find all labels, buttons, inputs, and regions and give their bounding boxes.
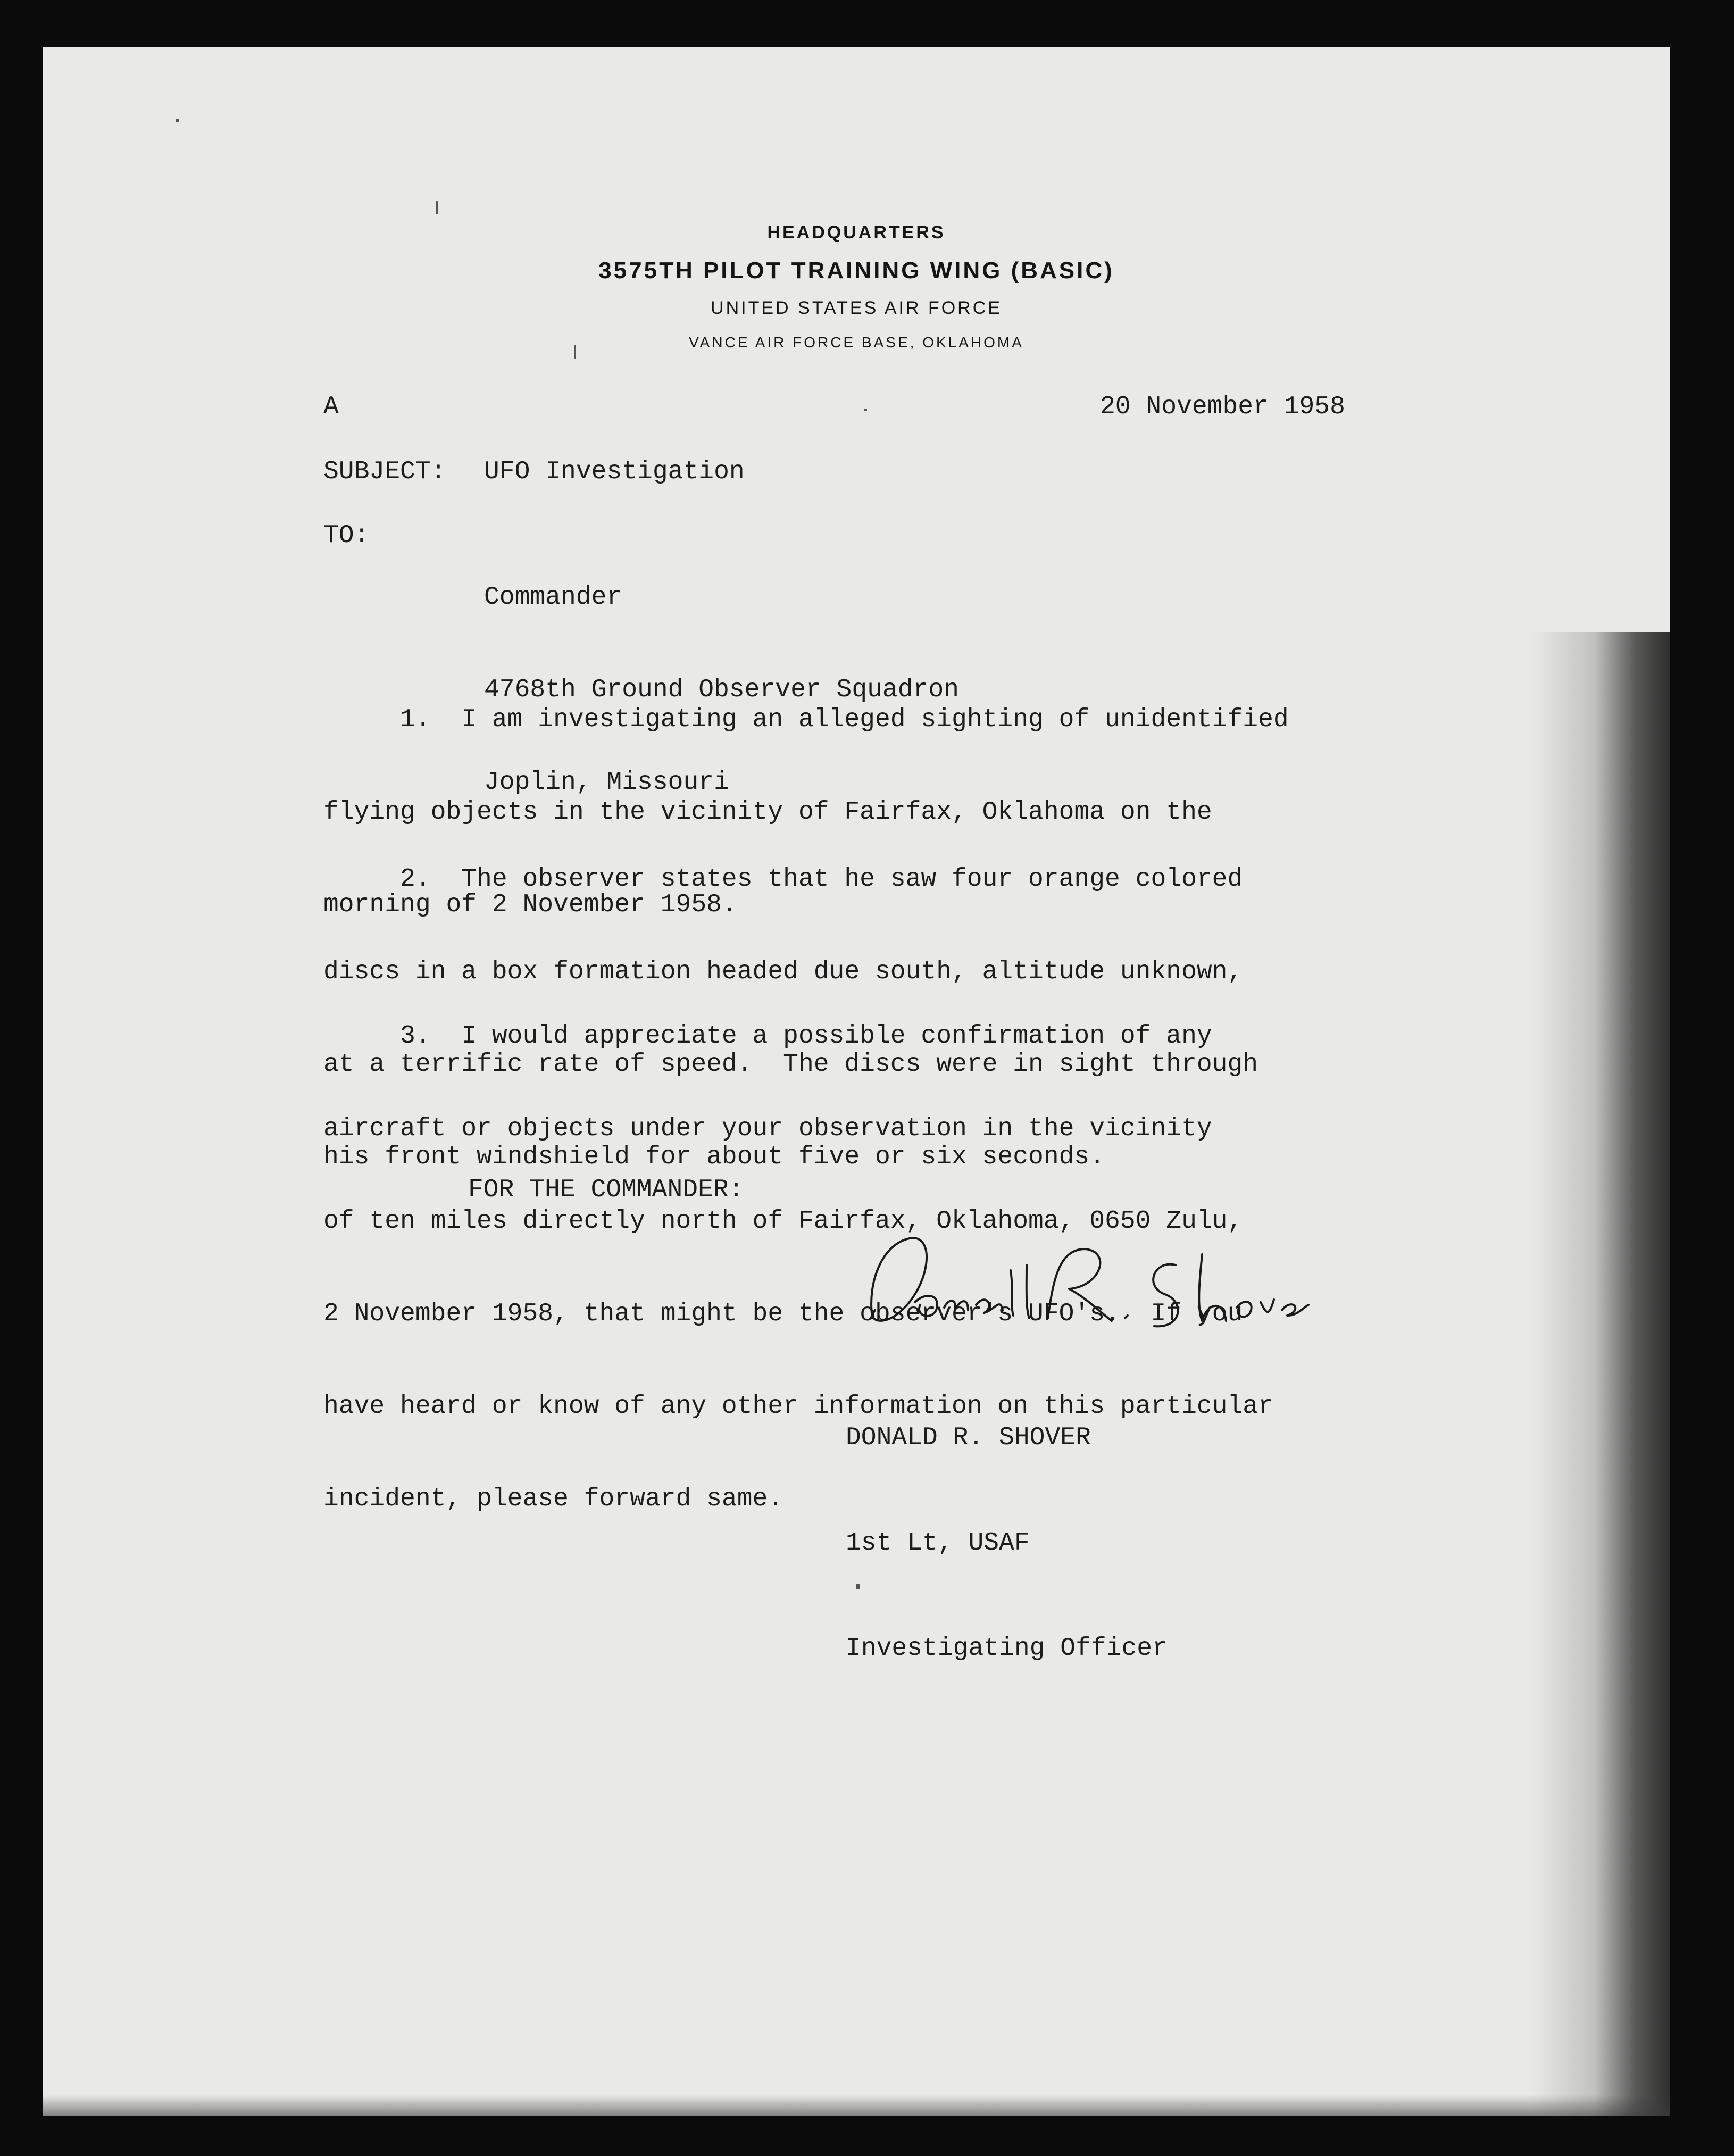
paragraph-line: 2. The observer states that he saw four orange colored (323, 865, 1243, 894)
reference-code: A (323, 393, 339, 421)
signer-title: Investigating Officer (846, 1634, 1168, 1663)
closing-line: FOR THE COMMANDER: (468, 1176, 744, 1204)
signer-name: DONALD R. SHOVER (846, 1424, 1091, 1452)
paragraph-line: 1. I am investigating an alleged sighting of unidentified (323, 705, 1289, 734)
scan-speck (574, 345, 576, 359)
letter-date: 20 November 1958 (1100, 393, 1345, 421)
addressee-line: Joplin, Missouri (484, 768, 729, 797)
paragraph-line: flying objects in the vicinity of Fairfax, Oklahoma on the (323, 798, 1212, 827)
letterhead-line-3: UNITED STATES AIR FORCE (711, 298, 1002, 318)
scan-speck (436, 201, 438, 214)
paragraph-line: at a terrific rate of speed. The discs were in sight through (323, 1050, 1258, 1079)
handwritten-signature (835, 1206, 1314, 1355)
paragraph-line: his front windshield for about five or six seconds. (323, 1143, 1105, 1171)
paragraph-line: of ten miles directly north of Fairfax, Oklahoma, 0650 Zulu, (323, 1207, 1243, 1236)
scan-bottom-edge (43, 2095, 1670, 2116)
addressee-line: 4768th Ground Observer Squadron (484, 676, 959, 704)
scan-speck (856, 1584, 860, 1589)
to-label: TO: (323, 521, 370, 550)
scan-edge-shadow (1532, 632, 1670, 2116)
subject-value: UFO Investigation (484, 457, 745, 486)
paragraph-line: incident, please forward same. (323, 1485, 783, 1513)
letterhead-line-2: 3575TH PILOT TRAINING WING (BASIC) (598, 257, 1114, 284)
addressee-line: Commander (484, 583, 622, 612)
letterhead-line-1: HEADQUARTERS (767, 222, 946, 243)
paragraph-line: 3. I would appreciate a possible confirmation of any (323, 1022, 1212, 1051)
paragraph-line: discs in a box formation headed due south, altitude unknown, (323, 958, 1243, 986)
scan-speck (864, 409, 867, 411)
signer-rank: 1st Lt, USAF (846, 1529, 1030, 1558)
paragraph-line: have heard or know of any other information on this particular (323, 1392, 1273, 1421)
subject-label: SUBJECT: (323, 457, 446, 486)
signature-block (846, 1350, 1168, 1736)
paragraph-line: 2 November 1958, that might be the observer's UFO's. If you (323, 1300, 1243, 1328)
letterhead-line-4: VANCE AIR FORCE BASE, OKLAHOMA (689, 334, 1024, 351)
scan-speck (176, 119, 179, 122)
document-page (43, 47, 1670, 2116)
paragraph-line: aircraft or objects under your observation in the vicinity (323, 1114, 1212, 1143)
paragraph-line: morning of 2 November 1958. (323, 890, 737, 919)
